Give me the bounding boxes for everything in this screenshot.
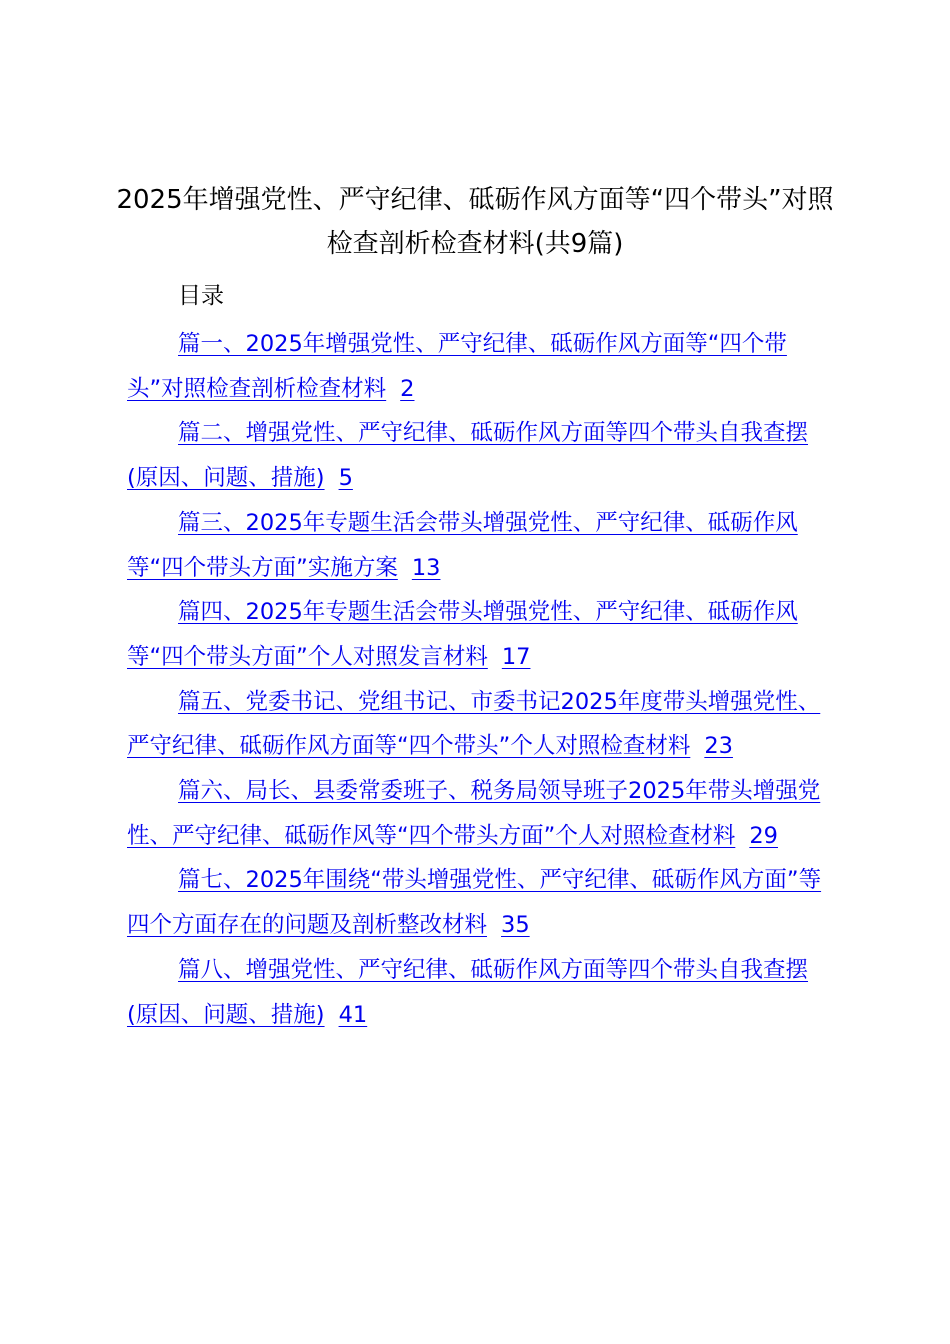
toc-link-6[interactable] — [127, 769, 827, 858]
toc-link-1[interactable] — [127, 322, 827, 411]
toc-page-number: 23 — [704, 733, 733, 760]
toc-link-7[interactable] — [127, 858, 827, 947]
toc-label: 目录 — [178, 283, 224, 309]
toc-page-number: 41 — [338, 1001, 368, 1028]
toc-entry-text: 篇一、2025年增强党性、严守纪律、砥砺作风方面等“四个带头”对照检查剖析检查材料 — [127, 331, 787, 402]
toc-link-8[interactable] — [127, 948, 827, 1037]
toc-page-number: 17 — [501, 643, 531, 670]
toc-page-number: 29 — [749, 822, 778, 849]
toc-entry-text: 篇八、增强党性、严守纪律、砥砺作风方面等四个带头自我查摆(原因、问题、措施) — [127, 956, 809, 1028]
toc-entry-text: 篇三、2025年专题生活会带头增强党性、严守纪律、砥砺作风等“四个带头方面”实施方案 — [127, 509, 798, 581]
toc-link-2[interactable] — [127, 411, 827, 500]
toc-page-number: 5 — [338, 465, 353, 492]
toc-entry-text: 篇六、局长、县委常委班子、税务局领导班子2025年带头增强党性、严守纪律、砥砺作风等“四个带头方面”个人对照检查材料 — [127, 778, 821, 849]
toc-page-number: 2 — [400, 375, 415, 402]
document-title: 2025年增强党性、严守纪律、砥砺作风方面等“四个带头”对照检查剖析检查材料(共9篇) — [116, 185, 834, 259]
toc-link-4[interactable] — [127, 590, 827, 679]
toc-entry-text: 篇二、增强党性、严守纪律、砥砺作风方面等四个带头自我查摆(原因、问题、措施) — [127, 420, 809, 492]
toc-link-3[interactable] — [127, 501, 827, 590]
toc-page-number: 13 — [411, 554, 441, 581]
toc-entry-text: 篇四、2025年专题生活会带头增强党性、严守纪律、砥砺作风等“四个带头方面”个人对照发言材料 — [127, 599, 798, 670]
toc-entry-text: 篇五、党委书记、党组书记、市委书记2025年度带头增强党性、严守纪律、砥砺作风方面等“四个带头”个人对照检查材料 — [127, 688, 821, 760]
toc-link-5[interactable] — [127, 680, 827, 769]
table-of-contents — [127, 322, 827, 1037]
toc-page-number: 35 — [501, 912, 530, 939]
toc-entry-text: 篇七、2025年围绕“带头增强党性、严守纪律、砥砺作风方面”等四个方面存在的问题及剖析整改材料 — [127, 867, 822, 939]
